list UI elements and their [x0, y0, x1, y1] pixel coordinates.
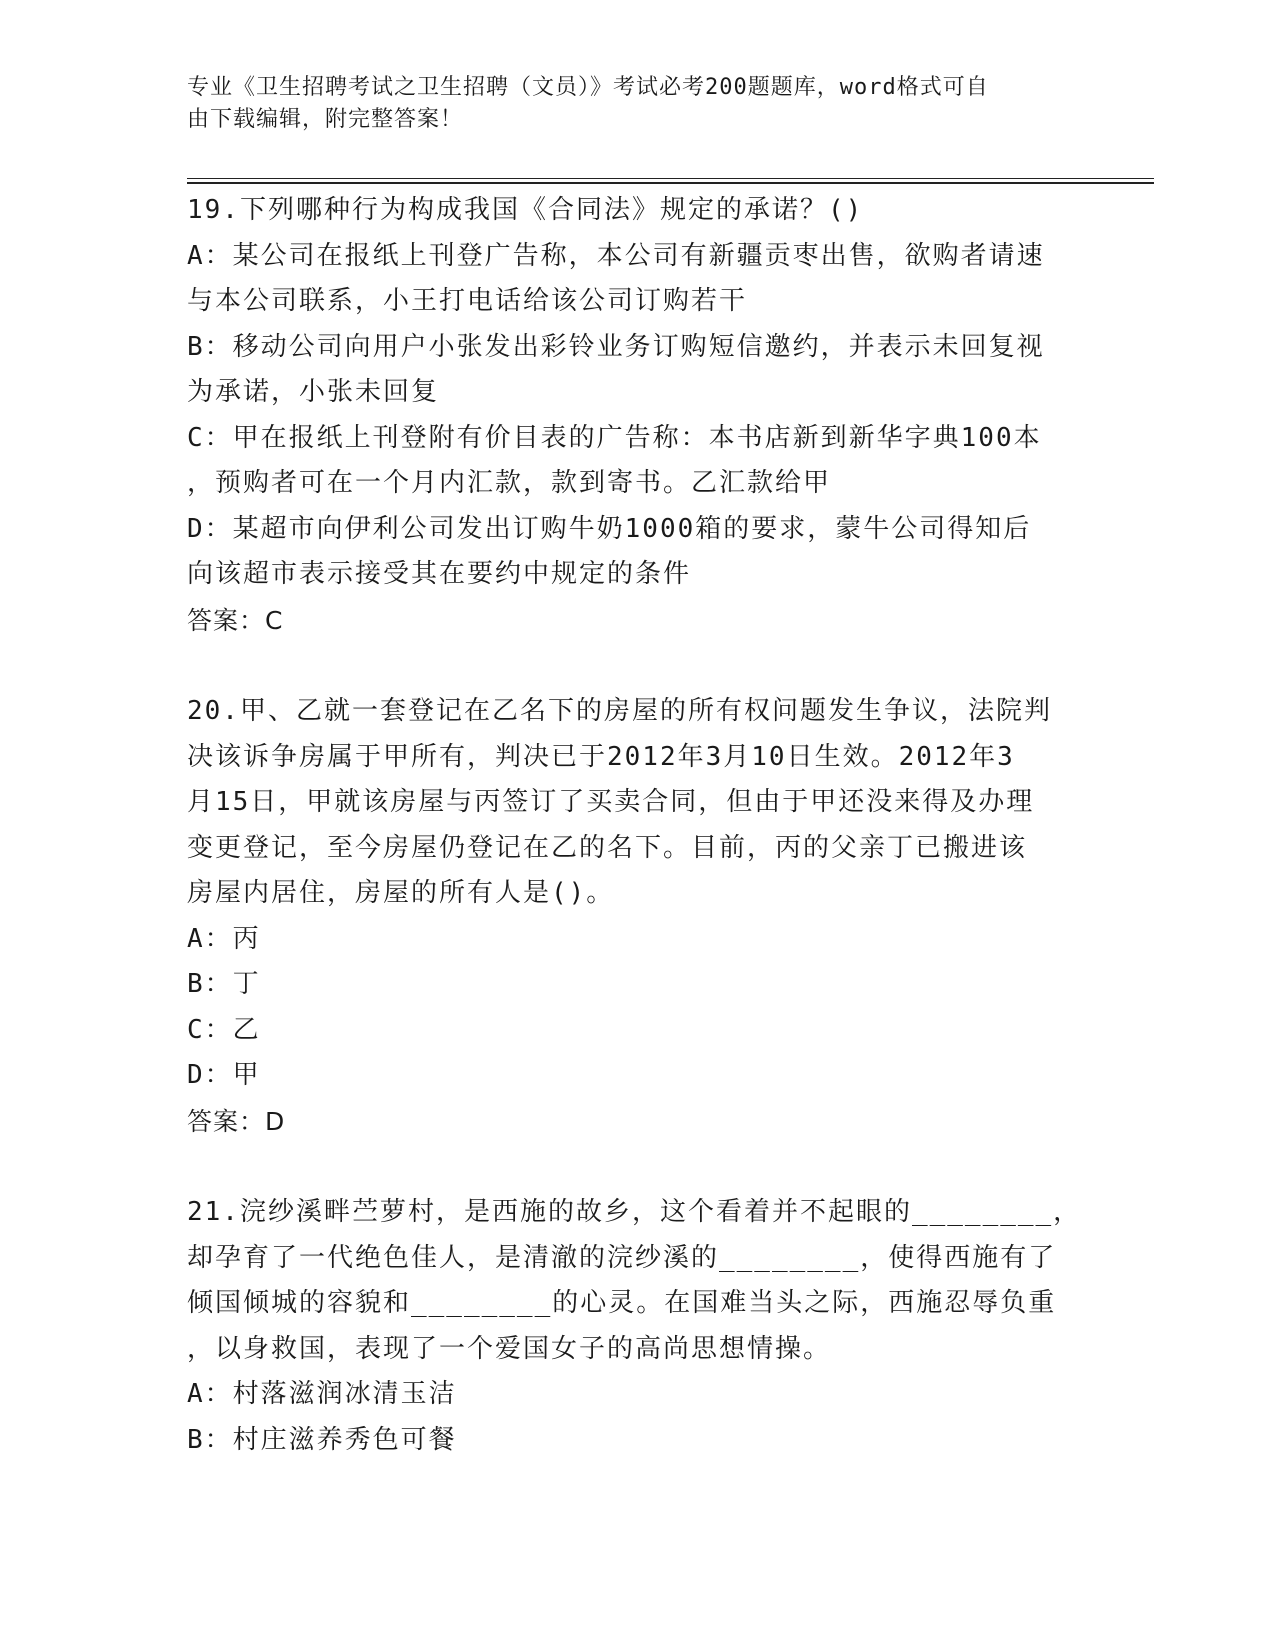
- question-stem-line-1: 20.甲、乙就一套登记在乙名下的房屋的所有权问题发生争议，法院判: [187, 696, 1052, 726]
- option-b: B：村庄滋养秀色可餐: [187, 1424, 457, 1455]
- option-c-line-2: ，预购者可在一个月内汇款，款到寄书。乙汇款给甲: [187, 468, 832, 498]
- option-b-line-1: B：移动公司向用户小张发出彩铃业务订购短信邀约，并表示未回复视: [187, 331, 1045, 362]
- header-title-line-1: 专业《卫生招聘考试之卫生招聘（文员）》考试必考200题题库，word格式可自: [187, 75, 989, 100]
- question-stem-line-4: ，以身救国，表现了一个爱国女子的高尚思想情操。: [187, 1333, 832, 1364]
- option-d-line-2: 向该超市表示接受其在要约中规定的条件: [187, 559, 692, 589]
- answer-label: 答案：D: [187, 1106, 286, 1136]
- answer-label: 答案：C: [187, 605, 284, 635]
- question-stem-line-3: 月15日，甲就该房屋与丙签订了买卖合同，但由于甲还没来得及办理: [187, 787, 1035, 817]
- question-19: [187, 188, 1087, 643]
- document-header: [187, 72, 1067, 136]
- option-b-line-2: 为承诺，小张未回复: [187, 377, 440, 407]
- question-list: [187, 188, 1087, 1463]
- option-a-line-2: 与本公司联系，小王打电话给该公司订购若干: [187, 286, 748, 316]
- question-20: [187, 689, 1087, 1144]
- question-spacer: [187, 643, 1087, 689]
- header-divider-thick: [187, 182, 1154, 184]
- option-d-line-1: D：某超市向伊利公司发出订购牛奶1000箱的要求，蒙牛公司得知后: [187, 513, 1032, 544]
- question-stem-line-5: 房屋内居住，房屋的所有人是()。: [187, 878, 615, 908]
- question-stem-line-2: 决该诉争房属于甲所有，判决已于2012年3月10日生效。2012年3: [187, 741, 1015, 772]
- option-b: B：丁: [187, 969, 261, 999]
- question-stem-line-1: 21.浣纱溪畔苎萝村，是西施的故乡，这个看着并不起眼的________，: [187, 1197, 1082, 1227]
- option-d: D：甲: [187, 1060, 261, 1090]
- header-title-line-2: 由下载编辑，附完整答案！: [187, 107, 464, 132]
- option-a: A：丙: [187, 923, 261, 954]
- question-spacer: [187, 1144, 1087, 1190]
- question-stem: 19.下列哪种行为构成我国《合同法》规定的承诺？(): [187, 195, 864, 225]
- option-a-line-1: A：某公司在报纸上刊登广告称，本公司有新疆贡枣出售，欲购者请速: [187, 240, 1045, 271]
- header-divider-thin: [187, 178, 1154, 179]
- option-a: A：村落滋润冰清玉洁: [187, 1379, 457, 1409]
- question-stem-line-3: 倾国倾城的容貌和________的心灵。在国难当头之际，西施忍辱负重: [187, 1288, 1057, 1318]
- question-stem-line-2: 却孕育了一代绝色佳人，是清澈的浣纱溪的________，使得西施有了: [187, 1242, 1057, 1273]
- question-stem-line-4: 变更登记，至今房屋仍登记在乙的名下。目前，丙的父亲丁已搬进该: [187, 832, 1028, 863]
- option-c-line-1: C：甲在报纸上刊登附有价目表的广告称：本书店新到新华字典100本: [187, 422, 1042, 453]
- question-21: [187, 1190, 1087, 1463]
- option-c: C：乙: [187, 1014, 261, 1045]
